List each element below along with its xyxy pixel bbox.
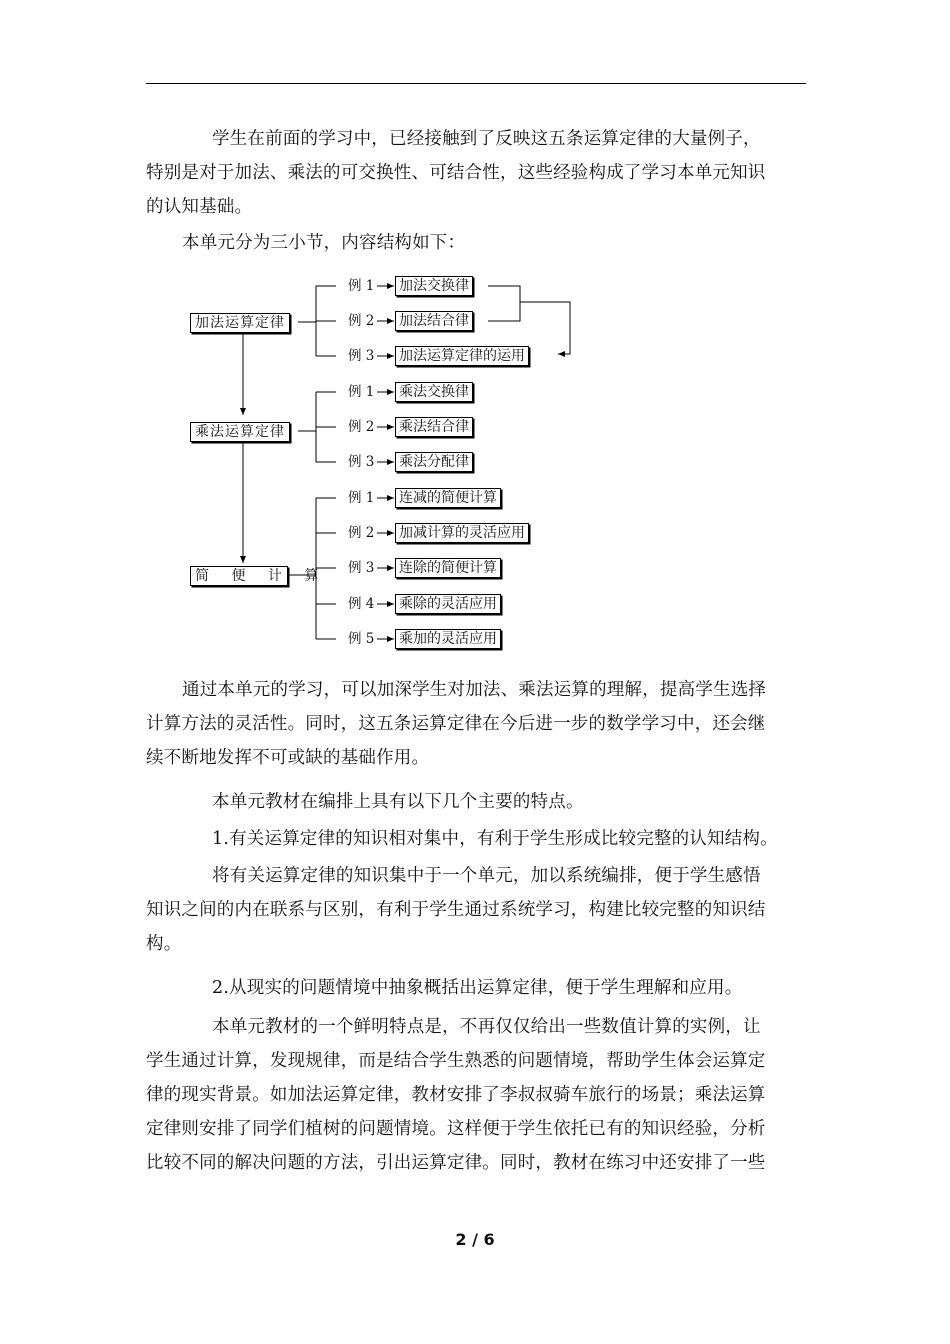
topic-box: 乘法交换律	[395, 382, 473, 402]
text-line: 定律则安排了同学们植树的问题情境。这样便于学生依托已有的知识经验，分析	[146, 1119, 766, 1139]
topic-box: 加法交换律	[395, 276, 473, 296]
example-label: 例 4	[348, 596, 375, 612]
topic-box: 乘除的灵活应用	[395, 594, 501, 614]
example-label: 例 2	[348, 419, 375, 435]
example-label: 例 3	[348, 560, 375, 576]
text-line: 知识之间的内在联系与区别，有利于学生通过系统学习，构建比较完整的知识结	[146, 900, 766, 920]
example-label: 例 1	[348, 490, 375, 506]
text-line: 本单元教材在编排上具有以下几个主要的特点。	[212, 792, 584, 812]
page-number: 2 / 6	[455, 1230, 495, 1249]
text-line: 本单元教材的一个鲜明特点是，不再仅仅给出一些数值计算的实例，让	[212, 1017, 761, 1037]
text-line: 律的现实背景。如加法运算定律，教材安排了李叔叔骑车旅行的场景；乘法运算	[146, 1085, 766, 1105]
topic-box: 乘法分配律	[395, 452, 473, 472]
heading-feature-1	[146, 822, 808, 856]
paragraph-feature-1	[146, 859, 808, 961]
example-label: 例 1	[348, 384, 375, 400]
paragraph-features-intro	[146, 785, 808, 819]
topic-box: 乘法结合律	[395, 417, 473, 437]
topic-box: 加法运算定律的运用	[395, 346, 529, 366]
text-line: 通过本单元的学习，可以加深学生对加法、乘法运算的理解，提高学生选择	[182, 680, 767, 700]
text-line: 2.从现实的问题情境中抽象概括出运算定律，便于学生理解和应用。	[212, 978, 743, 998]
text-line: 计算方法的灵活性。同时，这五条运算定律在今后进一步的数学学习中，还会继	[146, 714, 766, 734]
text-line: 学生在前面的学习中，已经接触到了反映这五条运算定律的大量例子，	[212, 129, 761, 149]
example-label: 例 3	[348, 348, 375, 364]
text-line: 将有关运算定律的知识集中于一个单元，加以系统编排，便于学生感悟	[212, 866, 761, 886]
example-label: 例 2	[348, 525, 375, 541]
text-line: 比较不同的解决问题的方法，引出运算定律。同时，教材在练习中还安排了一些	[146, 1153, 766, 1173]
example-label: 例 2	[348, 313, 375, 329]
example-label: 例 1	[348, 278, 375, 294]
text-line: 本单元分为三小节，内容结构如下：	[182, 233, 466, 253]
group-title-multiplication-laws: 乘法运算定律	[190, 422, 290, 442]
topic-box: 连减的简便计算	[395, 488, 501, 508]
paragraph-learning-goals	[146, 673, 808, 775]
text-line: 构。	[146, 934, 182, 954]
group-title-addition-laws: 加法运算定律	[190, 313, 290, 333]
text-line: 特别是对于加法、乘法的可交换性、可结合性，这些经验构成了学习本单元知识	[146, 163, 766, 183]
heading-feature-2	[146, 971, 808, 1005]
topic-box: 乘加的灵活应用	[395, 629, 501, 649]
example-label: 例 3	[348, 454, 375, 470]
text-line: 续不断地发挥不可或缺的基础作用。	[146, 748, 430, 768]
text-line: 学生通过计算，发现规律，而是结合学生熟悉的问题情境，帮助学生体会运算定	[146, 1051, 766, 1071]
topic-box: 加法结合律	[395, 311, 473, 331]
paragraph-feature-2	[146, 1010, 808, 1180]
topic-box: 连除的简便计算	[395, 558, 501, 578]
example-label: 例 5	[348, 631, 375, 647]
topic-box: 加减计算的灵活应用	[395, 523, 529, 543]
group-title-simple-calculation: 简 便 计 算	[190, 566, 288, 586]
text-line: 的认知基础。	[146, 197, 253, 217]
text-line: 1.有关运算定律的知识相对集中，有利于学生形成比较完整的认知结构。	[212, 829, 778, 849]
